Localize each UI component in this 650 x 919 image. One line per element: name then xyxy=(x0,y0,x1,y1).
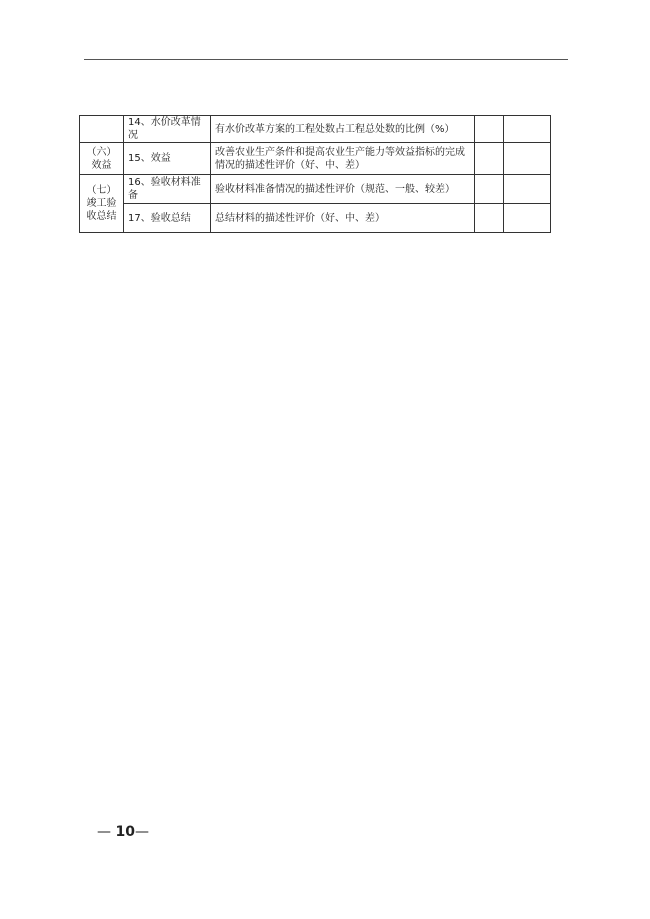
page-number: 10 xyxy=(115,824,135,840)
header-rule xyxy=(84,59,568,60)
description-cell: 改善农业生产条件和提高农业生产能力等效益指标的完成情况的描述性评价（好、中、差） xyxy=(211,143,475,175)
item-cell: 14、水价改革情况 xyxy=(124,116,211,143)
item-cell: 16、验收材料准备 xyxy=(124,175,211,204)
score-cell xyxy=(475,204,504,233)
footer-dash-right: — xyxy=(134,824,149,840)
score-cell xyxy=(475,175,504,204)
description-cell: 有水价改革方案的工程处数占工程总处数的比例（%） xyxy=(211,116,475,143)
description-cell: 验收材料准备情况的描述性评价（规范、一般、较差） xyxy=(211,175,475,204)
item-cell: 15、效益 xyxy=(124,143,211,175)
table-row xyxy=(80,204,551,233)
category-cell: （七）竣工验收总结 xyxy=(80,175,124,233)
page-footer xyxy=(97,824,149,840)
category-cell xyxy=(80,116,124,143)
table-row xyxy=(80,143,551,175)
score-cell xyxy=(475,116,504,143)
remark-cell xyxy=(504,175,551,204)
table-row xyxy=(80,175,551,204)
item-cell: 17、验收总结 xyxy=(124,204,211,233)
score-cell xyxy=(475,143,504,175)
remark-cell xyxy=(504,116,551,143)
category-cell: （六）效益 xyxy=(80,143,124,175)
remark-cell xyxy=(504,143,551,175)
remark-cell xyxy=(504,204,551,233)
evaluation-table xyxy=(79,115,551,233)
footer-dash-left: — xyxy=(97,824,111,840)
description-cell: 总结材料的描述性评价（好、中、差） xyxy=(211,204,475,233)
table-row xyxy=(80,116,551,143)
